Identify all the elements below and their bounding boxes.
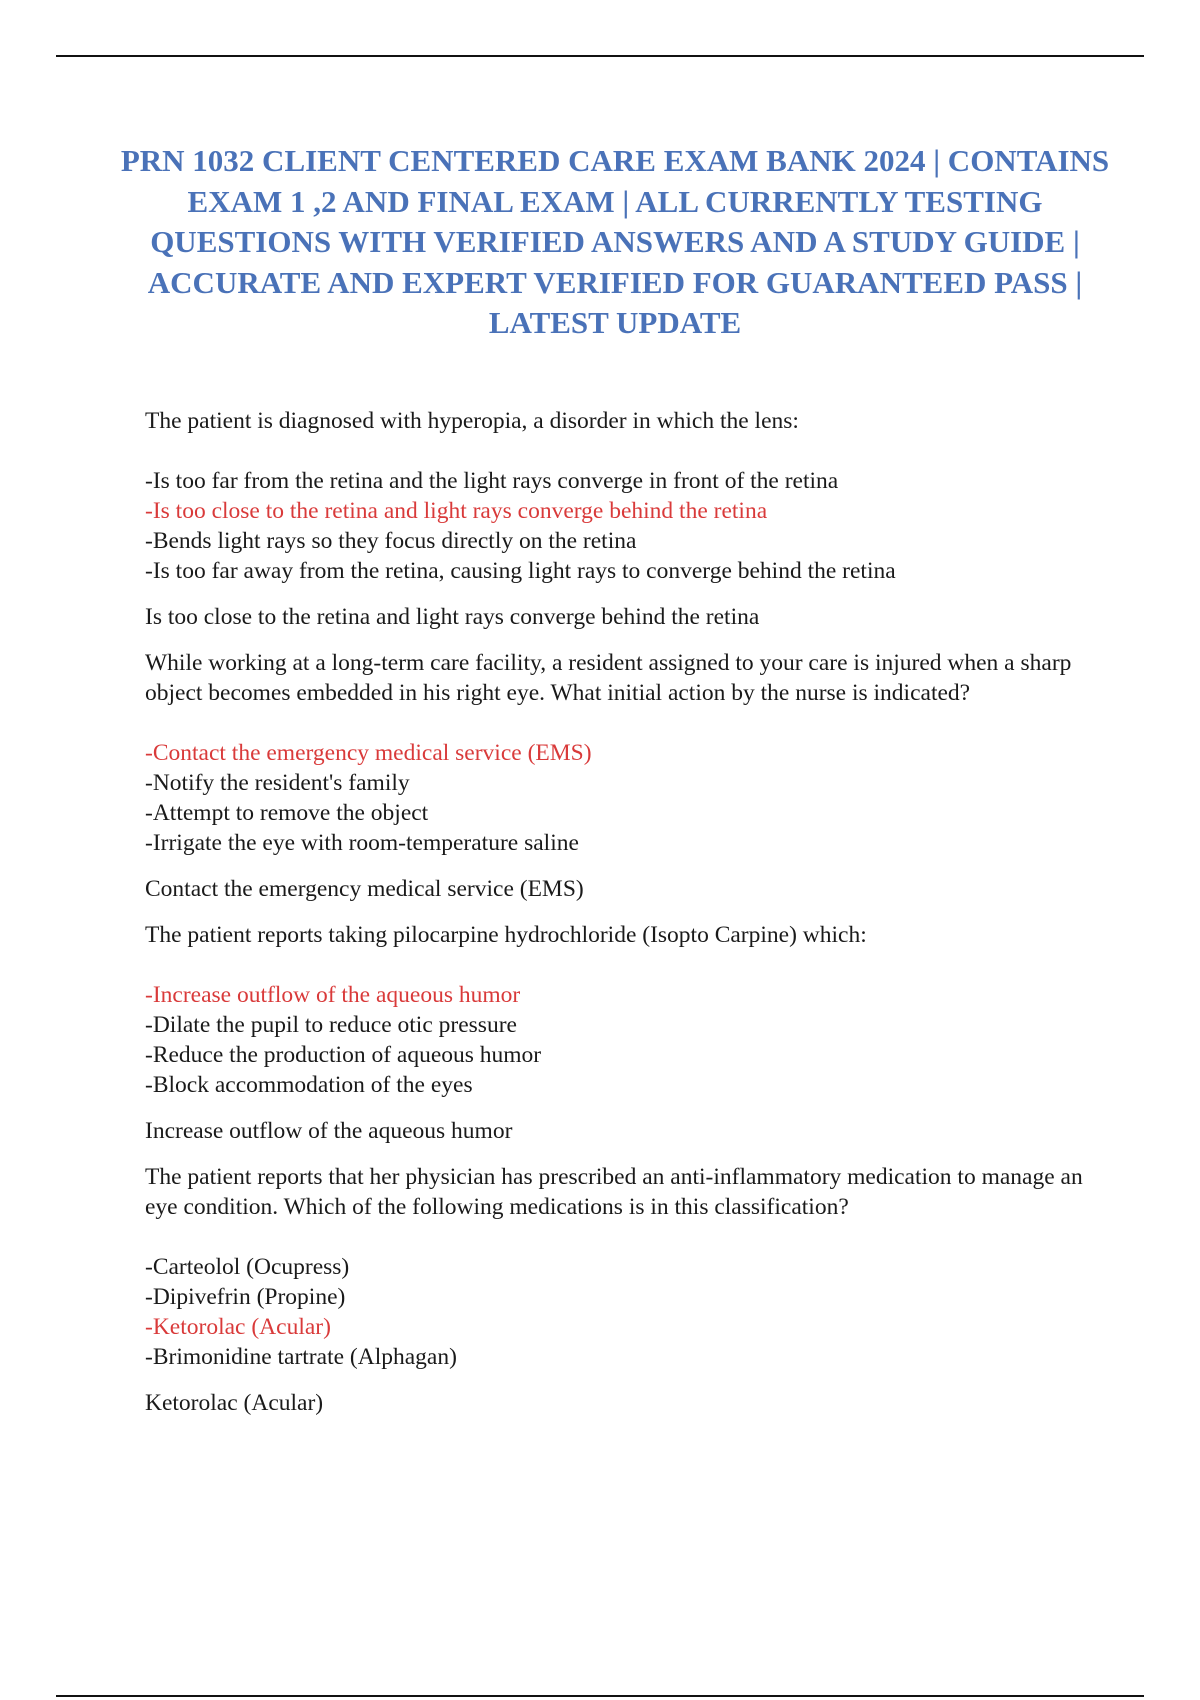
question-block [145,920,1105,1146]
question-block [145,1162,1105,1418]
answer-text: Is too close to the retina and light rays converge behind the retina [145,604,760,630]
option-item-correct: -Is too close to the retina and light rays converge behind the retina [145,498,768,524]
option-item: -Reduce the production of aqueous humor [145,1042,542,1068]
option-item: -Dipivefrin (Propine) [145,1284,346,1310]
question-text: While working at a long-term care facility, a resident assigned to your care is injured when a sharp object becomes embedded in his right eye. What initial action by the nurse is indicated? [145,650,1072,706]
question-block [145,406,1105,632]
option-item: -Is too far from the retina and the light rays converge in front of the retina [145,468,839,494]
option-item: -Notify the resident's family [145,770,410,796]
question-block [145,648,1105,904]
option-item: -Attempt to remove the object [145,800,429,826]
option-item: -Is too far away from the retina, causing light rays to converge behind the retina [145,558,896,584]
question-text: The patient is diagnosed with hyperopia, a disorder in which the lens: [145,408,799,434]
option-item: -Irrigate the eye with room-temperature saline [145,830,579,856]
question-text: The patient reports taking pilocarpine hydrochloride (Isopto Carpine) which: [145,922,867,948]
option-item-correct: -Ketorolac (Acular) [145,1314,331,1340]
bottom-rule [56,1695,1144,1697]
answer-text: Contact the emergency medical service (EMS) [145,876,584,902]
answer-text: Ketorolac (Acular) [145,1390,324,1416]
option-item-correct: -Increase outflow of the aqueous humor [145,982,521,1008]
option-item: -Bends light rays so they focus directly on the retina [145,528,637,554]
option-list [145,466,1105,586]
top-rule [56,55,1144,57]
option-item-correct: -Contact the emergency medical service (EMS) [145,740,592,766]
option-item: -Block accommodation of the eyes [145,1072,473,1098]
option-list [145,980,1105,1100]
option-list [145,738,1105,858]
answer-text: Increase outflow of the aqueous humor [145,1118,513,1144]
question-list [145,406,1105,1434]
option-list [145,1252,1105,1372]
option-item: -Dilate the pupil to reduce otic pressure [145,1012,517,1038]
document-title: PRN 1032 CLIENT CENTERED CARE EXAM BANK 2024 | CONTAINS EXAM 1 ,2 AND FINAL EXAM | ALL CURRENTLY TESTING QUESTIONS WITH VERIFIED ANSWERS AND A STUDY GUIDE | ACCURATE AND EXPERT VERIFIED FOR GUARANTEED PASS | LATEST UPDATE [120,143,1110,340]
question-text: The patient reports that her physician has prescribed an anti-inflammatory medication to manage an eye condition. Which of the following medications is in this classification? [145,1164,1083,1220]
option-item: -Brimonidine tartrate (Alphagan) [145,1344,457,1370]
option-item: -Carteolol (Ocupress) [145,1254,350,1280]
